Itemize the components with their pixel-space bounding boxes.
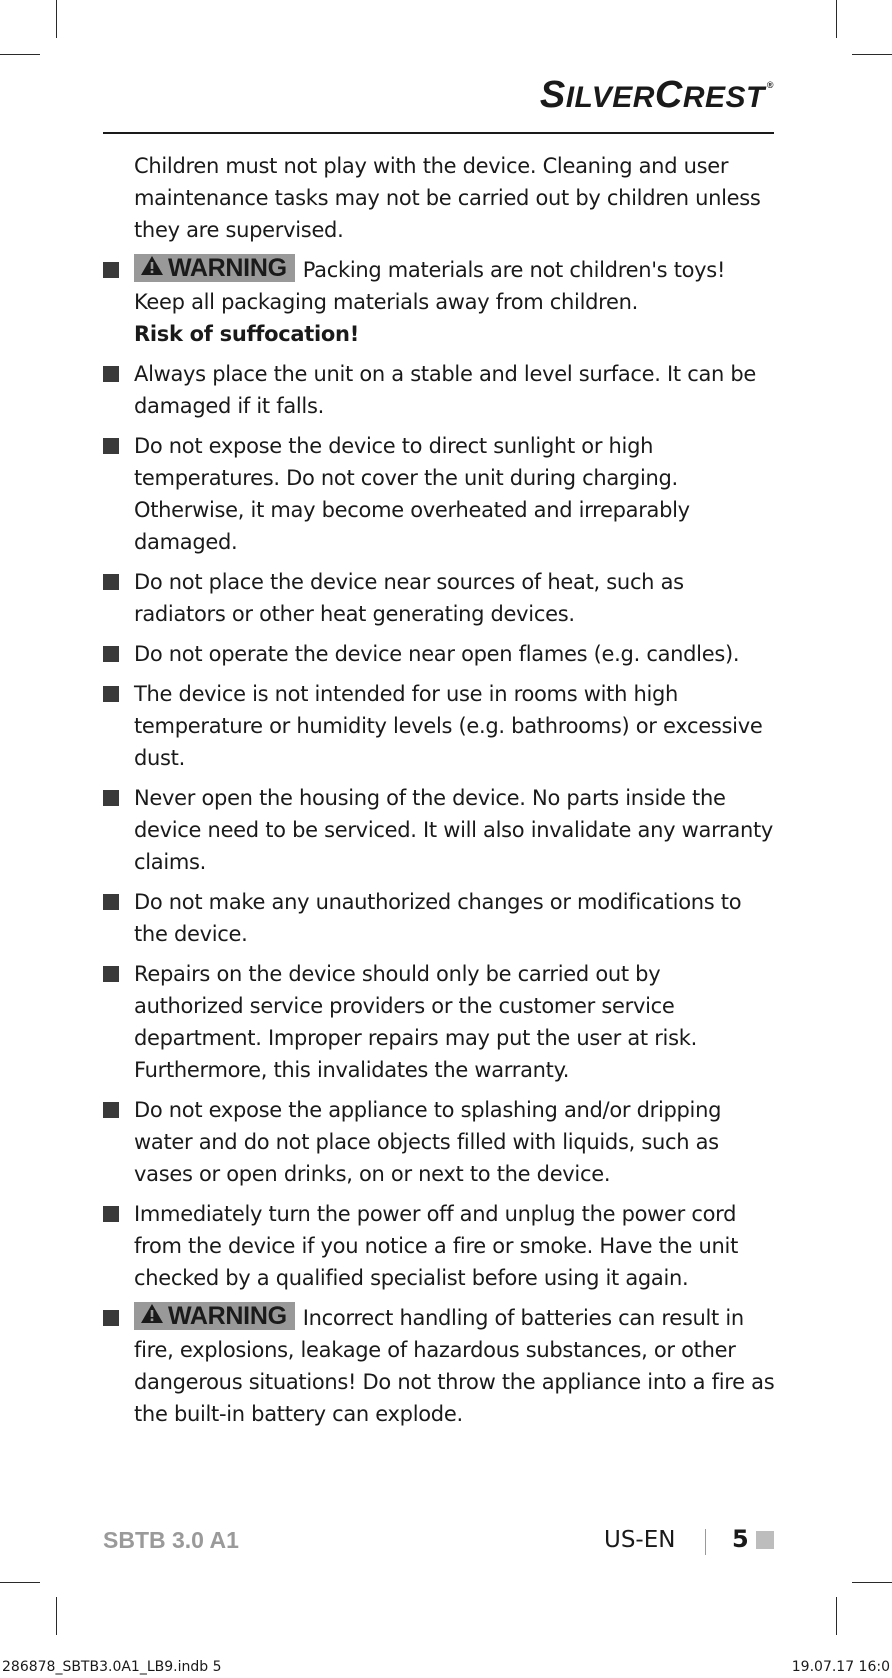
bullet-square-icon xyxy=(103,438,119,454)
crop-mark-bottom-right-v xyxy=(836,1597,837,1635)
list-item xyxy=(103,1094,775,1190)
bullet-square-icon xyxy=(103,1102,119,1118)
list-item xyxy=(103,566,775,630)
bullet-square-icon xyxy=(103,686,119,702)
instruction-list xyxy=(103,254,775,1430)
crop-mark-top-left-h xyxy=(0,54,40,55)
bullet-square-icon xyxy=(103,966,119,982)
list-item xyxy=(103,430,775,558)
warning-label: WARNING xyxy=(168,1302,287,1330)
list-item-text: Do not expose the appliance to splashing and/or dripping water and do not place objects filled with liquids, such as vases or open drinks, on or next to the device. xyxy=(134,1098,722,1186)
language-code: US-EN xyxy=(604,1527,676,1553)
list-item-text: Packing materials are not children's toys! Keep all packaging materials away from children. xyxy=(134,258,726,314)
list-item-text: Do not expose the device to direct sunlight or high temperatures. Do not cover the unit during charging. Otherwise, it may become overheated and irreparably damaged. xyxy=(134,434,690,554)
crop-mark-top-right-h xyxy=(852,54,892,55)
list-item-text: Do not operate the device near open flames (e.g. candles). xyxy=(134,642,740,666)
warning-list-item xyxy=(103,254,775,350)
model-number: SBTB 3.0 A1 xyxy=(103,1527,239,1553)
header-rule xyxy=(103,132,774,134)
page-number: 5 xyxy=(732,1525,749,1553)
list-item xyxy=(103,958,775,1086)
list-item-text: The device is not intended for use in rooms with high temperature or humidity levels (e.g. bathrooms) or excessive dust. xyxy=(134,682,763,770)
logo-letter-c: C xyxy=(654,74,683,116)
crop-mark-top-left-v xyxy=(56,0,57,38)
bullet-square-icon xyxy=(103,790,119,806)
logo-letter-s: S xyxy=(539,74,566,116)
bullet-square-icon xyxy=(103,366,119,382)
bullet-square-icon xyxy=(103,894,119,910)
print-slug-file: 286878_SBTB3.0A1_LB9.indb 5 xyxy=(2,1659,222,1675)
registered-mark: ® xyxy=(766,80,774,90)
logo-part-ilver: ILVER xyxy=(565,81,655,114)
bullet-square-icon xyxy=(103,1206,119,1222)
list-item xyxy=(103,782,775,878)
warning-badge xyxy=(134,254,295,282)
list-item xyxy=(103,886,775,950)
bullet-square-icon xyxy=(103,1310,119,1326)
list-item-text: Incorrect handling of batteries can result in fire, explosions, leakage of hazardous substances, or other dangerous situations! Do not throw the appliance into a fire as the built-in battery can explode. xyxy=(134,1306,775,1426)
list-item-text: Repairs on the device should only be carried out by authorized service providers or the customer service department. Improper repairs may put the user at risk. Furthermore, this invalidates the warranty. xyxy=(134,962,697,1082)
warning-badge xyxy=(134,1302,295,1330)
list-item-text: Never open the housing of the device. No parts inside the device need to be serviced. It will also invalidate any warranty claims. xyxy=(134,786,774,874)
list-item-text: Immediately turn the power off and unplug the power cord from the device if you notice a fire or smoke. Have the unit checked by a qualified specialist before using it again. xyxy=(134,1202,739,1290)
warning-triangle-icon xyxy=(140,254,164,282)
print-slug-datetime: 19.07.17 16:0 xyxy=(791,1659,890,1675)
emphasis-text: Risk of suffocation! xyxy=(134,322,359,346)
list-item xyxy=(103,358,775,422)
warning-list-item xyxy=(103,1302,775,1430)
footer-separator xyxy=(705,1529,706,1555)
list-item xyxy=(103,678,775,774)
warning-label: WARNING xyxy=(168,254,287,282)
crop-mark-top-right-v xyxy=(836,0,837,38)
crop-mark-bottom-left-h xyxy=(0,1582,40,1583)
logo-part-rest: REST xyxy=(682,81,765,114)
list-item-text: Always place the unit on a stable and level surface. It can be damaged if it falls. xyxy=(134,362,757,418)
crop-mark-bottom-right-h xyxy=(852,1582,892,1583)
bullet-square-icon xyxy=(103,574,119,590)
list-item xyxy=(103,638,775,670)
bullet-square-icon xyxy=(103,646,119,662)
safety-instructions xyxy=(103,150,775,1438)
page-marker-square xyxy=(756,1531,774,1549)
warning-triangle-icon xyxy=(140,1302,164,1330)
list-item xyxy=(103,1198,775,1294)
crop-mark-bottom-left-v xyxy=(56,1597,57,1635)
bullet-square-icon xyxy=(103,262,119,278)
intro-paragraph: Children must not play with the device. Cleaning and user maintenance tasks may not be carried out by children unless they are supervised. xyxy=(134,154,761,242)
brand-logo xyxy=(540,74,774,117)
list-item-text: Do not make any unauthorized changes or modifications to the device. xyxy=(134,890,742,946)
list-item-text: Do not place the device near sources of heat, such as radiators or other heat generating devices. xyxy=(134,570,684,626)
